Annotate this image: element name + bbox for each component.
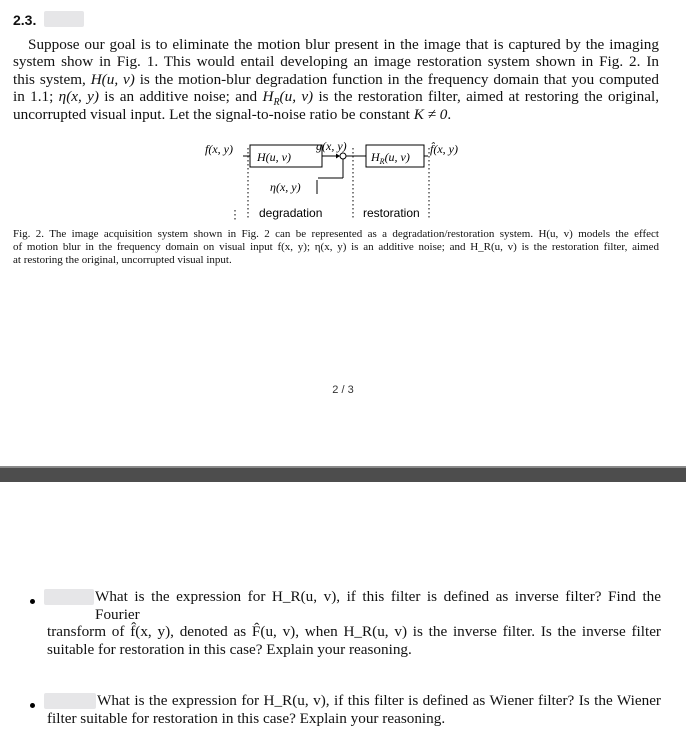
question-2-line-2: filter suitable for restoration in this case? Explain your reasoning. [47, 709, 446, 727]
block-diagram [0, 138, 686, 226]
caption-line-3: at restoring the original, uncorrupted visual input. [13, 254, 232, 267]
question-1-line-1: What is the expression for H_R(u, v), if this filter is defined as inverse filter? Find the Fourier [95, 588, 661, 623]
question-2-line-1: What is the expression for H_R(u, v), if this filter is defined as Wiener filter? Is the Wiener [97, 692, 661, 709]
input-signal-label: f(x, y) [205, 142, 233, 156]
degradation-section-label: degradation [259, 206, 323, 220]
statement-line-3: this system, H(u, v) is the motion-blur degradation function in the frequency domain that you computed [13, 70, 660, 88]
noise-label: η(x, y) [270, 180, 301, 194]
problem-statement [13, 36, 659, 123]
statement-line-5: uncorrupted visual input. Let the signal-to-noise ratio be constant K ≠ 0. [13, 105, 452, 123]
statement-line-1: Suppose our goal is to eliminate the motion blur present in the image that is captured by the imaging [28, 36, 659, 53]
page-separator [0, 468, 686, 482]
degraded-signal-label: g(x, y) [316, 139, 347, 153]
summing-junction [340, 153, 346, 159]
figure-caption [13, 228, 659, 268]
question-1-line-2: transform of f̂(x, y), denoted as F̂(u, v), when H_R(u, v) is the inverse filter. Is the inverse filter [47, 623, 661, 641]
question-1 [47, 588, 661, 658]
statement-line-2: system show in Fig. 1. This would entail developing an image restoration system shown in Fig. 2. In [13, 53, 659, 71]
restored-signal-label: f̂(x, y) [430, 142, 458, 156]
redacted-points [44, 11, 84, 27]
restoration-filter-label: $H_R(u$, v) [371, 150, 410, 166]
problem-number: 2.3. [13, 12, 37, 28]
bullet-icon [30, 599, 35, 604]
caption-line-2: of motion blur in the frequency domain on visual input f(x, y); η(x, y) is an additive noise; and H_R(u, v) is the restoration filter, aimed [13, 241, 659, 254]
restoration-section-label: restoration [363, 206, 420, 220]
question-1-line-3: suitable for restoration in this case? Explain your reasoning. [47, 640, 412, 658]
statement-line-4: in 1.1; η(x, y) is an additive noise; and $H_R(u$, v) is the restoration filter, aimed at restoring the original, [13, 88, 660, 109]
degradation-function-label: H(u, v) [257, 150, 291, 164]
question-2 [47, 692, 661, 727]
caption-line-1: Fig. 2. The image acquisition system shown in Fig. 2 can be represented as a degradation/restoration system. H(u, v) models the effect [13, 228, 659, 240]
page-number: 2 / 3 [332, 384, 354, 396]
bullet-icon [30, 703, 35, 708]
page-3 [0, 482, 686, 736]
